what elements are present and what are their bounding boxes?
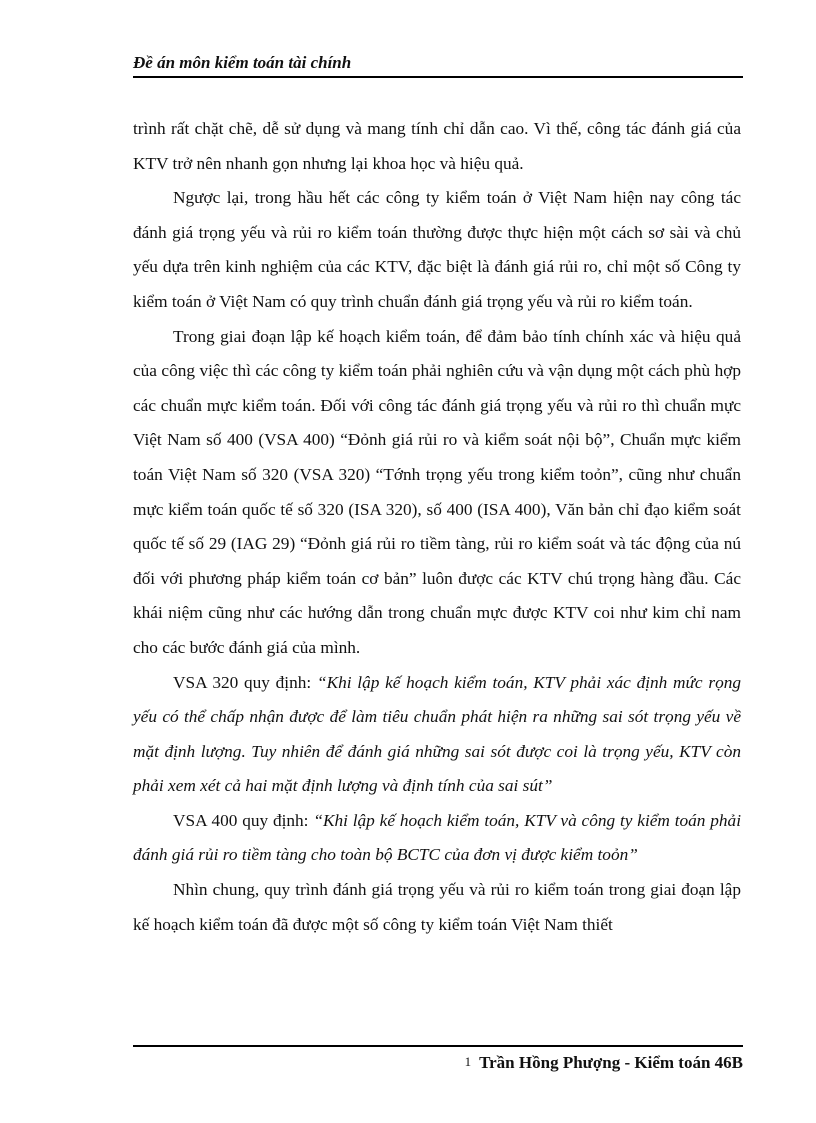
paragraph-4-quote: “Khi lập kế hoạch kiểm toán, KTV phải xác định mức rọng yếu có thể chấp nhận được để làm tiêu chuẩn phát hiện ra những sai sót trọng yếu về mặt định lượng. Tuy nhiên để đánh giá những sai sót được coi là trọng yếu, KTV còn phải xem xét cả hai mặt định lượng và định tính của sai sút” [133, 672, 741, 796]
paragraph-5-lead: VSA 400 quy định: [173, 810, 309, 830]
paragraph-1: trình rất chặt chẽ, dễ sử dụng và mang tính chỉ dẫn cao. Vì thế, công tác đánh giá của KTV trở nên nhanh gọn nhưng lại khoa học và hiệu quả. [133, 119, 741, 173]
document-body [133, 112, 741, 942]
paragraph-3: Trong giai đoạn lập kế hoạch kiểm toán, để đảm bảo tính chính xác và hiệu quả của công việc thì các công ty kiểm toán phải nghiên cứu và vận dụng một cách phù hợp các chuẩn mực kiểm toán. Đối với công tác đánh giá trọng yếu và rủi ro thì chuẩn mực Việt Nam số 400 (VSA 400) “Đỏnh giá rủi ro và kiểm soát nội bộ”, Chuẩn mực kiểm toán Việt Nam số 320 (VSA 320) “Tớnh trọng yếu trong kiểm toỏn”, cũng như chuẩn mực kiểm toán quốc tế số 320 (ISA 320), số 400 (ISA 400), Văn bản chỉ đạo kiểm soát quốc tế số 29 (IAG 29) “Đỏnh giá rủi ro tiềm tàng, rủi ro kiểm soát và tác động của nú đối với phương pháp kiểm toán cơ bản” luôn được các KTV chú trọng hàng đầu. Các khái niệm cũng như các hướng dẫn trong chuẩn mực được KTV coi như kim chỉ nam cho các bước đánh giá của mình. [133, 326, 741, 657]
paragraph-4 [133, 666, 741, 804]
paragraph-5 [133, 804, 741, 873]
footer-content [465, 1053, 743, 1073]
page-header [133, 50, 743, 78]
paragraph-6: Nhìn chung, quy trình đánh giá trọng yếu và rủi ro kiểm toán trong giai đoạn lập kế hoạch kiểm toán đã được một số công ty kiểm toán Việt Nam thiết [133, 880, 741, 934]
paragraph-2: Ngược lại, trong hầu hết các công ty kiểm toán ở Việt Nam hiện nay công tác đánh giá trọng yếu và rủi ro kiểm toán thường được thực hiện một cách sơ sài và chủ yếu dựa trên kinh nghiệm của các KTV, đặc biệt là đánh giá rủi ro, chỉ một số Công ty kiểm toán ở Việt Nam có quy trình chuẩn đánh giá trọng yếu và rủi ro kiểm toán. [133, 188, 741, 311]
paragraph-5-quote: “Khi lập kế hoạch kiểm toán, KTV và công ty kiểm toán phải đánh giá rủi ro tiềm tàng cho toàn bộ BCTC của đơn vị được kiểm toỏn” [133, 810, 742, 865]
footer-author: Trần Hồng Phượng - Kiểm toán 46B [479, 1053, 743, 1072]
page-footer [133, 1045, 743, 1072]
paragraph-4-lead: VSA 320 quy định: [173, 672, 312, 692]
page-number: 1 [464, 1054, 472, 1069]
header-title: Đề án môn kiểm toán tài chính [133, 53, 352, 72]
